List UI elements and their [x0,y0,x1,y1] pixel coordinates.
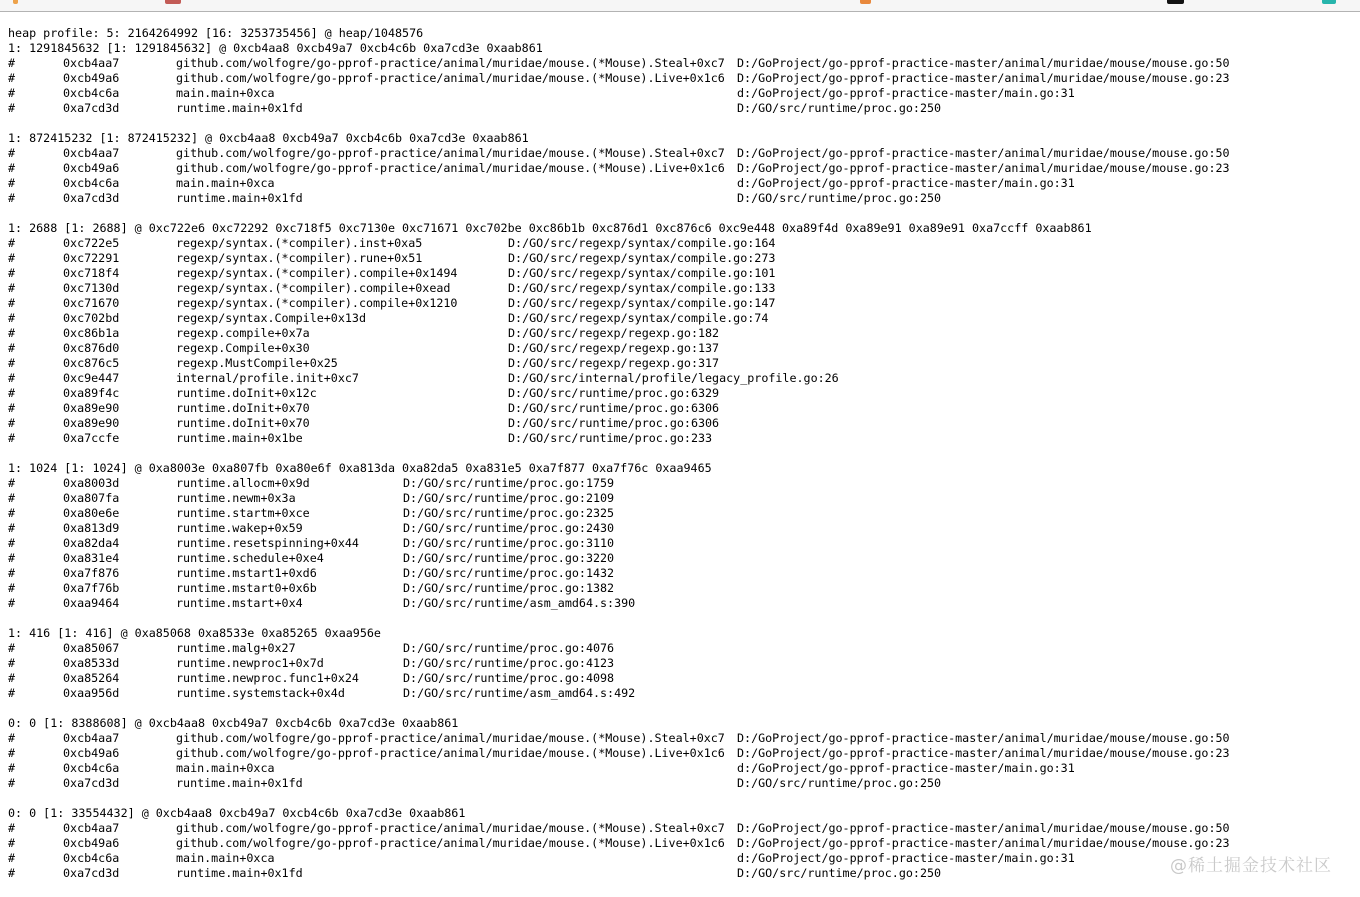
stack-frame-line [0,506,1360,521]
stack-frame-line [0,341,1360,356]
blank-line [0,611,1360,626]
stack-frame-line [0,431,1360,446]
frame-hash: # [8,326,16,340]
stack-frame-line [0,596,1360,611]
frame-address: 0xcb49a6 [63,71,120,85]
profile-block-header: 0: 0 [1: 8388608] @ 0xcb4aa8 0xcb49a7 0xcb4c6b 0xa7cd3e 0xaab861 [8,716,459,730]
frame-function: runtime.resetspinning+0x44 [176,536,359,550]
frame-source-file: D:/GO/src/regexp/syntax/compile.go:273 [508,251,776,265]
frame-function: runtime.mstart0+0x6b [176,581,317,595]
frame-address: 0xa807fa [63,491,120,505]
frame-address: 0xcb4aa7 [63,146,120,160]
frame-hash: # [8,851,16,865]
frame-function: runtime.wakep+0x59 [176,521,303,535]
frame-address: 0xcb49a6 [63,836,120,850]
frame-hash: # [8,671,16,685]
red-icon-fragment [165,0,181,4]
frame-source-file: D:/GoProject/go-pprof-practice-master/animal/muridae/mouse/mouse.go:23 [737,746,1230,760]
frame-source-file: D:/GO/src/runtime/proc.go:2325 [403,506,615,520]
frame-source-file: D:/GO/src/runtime/proc.go:250 [737,101,942,115]
frame-function: runtime.schedule+0xe4 [176,551,324,565]
frame-source-file: D:/GoProject/go-pprof-practice-master/animal/muridae/mouse/mouse.go:50 [737,56,1230,70]
frame-source-file: D:/GO/src/runtime/proc.go:1759 [403,476,615,490]
frame-function: regexp/syntax.(*compiler).compile+0xead [176,281,451,295]
frame-source-file: D:/GO/src/runtime/proc.go:1382 [403,581,615,595]
frame-function: github.com/wolfogre/go-pprof-practice/animal/muridae/mouse.(*Mouse).Steal+0xc7 [176,731,725,745]
stack-frame-line [0,416,1360,431]
frame-source-file: D:/GoProject/go-pprof-practice-master/animal/muridae/mouse/mouse.go:50 [737,731,1230,745]
frame-function: github.com/wolfogre/go-pprof-practice/animal/muridae/mouse.(*Mouse).Live+0x1c6 [176,161,725,175]
frame-address: 0xc86b1a [63,326,120,340]
stack-frame-line [0,776,1360,791]
frame-source-file: D:/GO/src/regexp/syntax/compile.go:101 [508,266,776,280]
frame-hash: # [8,146,16,160]
teal-icon-fragment [1322,0,1336,4]
frame-function: regexp.MustCompile+0x25 [176,356,338,370]
stack-frame-line [0,146,1360,161]
frame-hash: # [8,641,16,655]
stack-frame-line [0,356,1360,371]
frame-source-file: D:/GoProject/go-pprof-practice-master/animal/muridae/mouse/mouse.go:50 [737,146,1230,160]
stack-frame-line [0,311,1360,326]
frame-address: 0xcb49a6 [63,746,120,760]
frame-hash: # [8,371,16,385]
frame-hash: # [8,836,16,850]
stack-frame-line [0,491,1360,506]
frame-source-file: D:/GO/src/runtime/proc.go:233 [508,431,713,445]
frame-function: runtime.startm+0xce [176,506,310,520]
frame-source-file: D:/GO/src/regexp/syntax/compile.go:74 [508,311,769,325]
frame-source-file: D:/GO/src/regexp/regexp.go:317 [508,356,720,370]
frame-address: 0xc876d0 [63,341,120,355]
stack-frame-line [0,581,1360,596]
frame-function: runtime.main+0x1fd [176,101,303,115]
stack-frame-line [0,836,1360,851]
frame-function: regexp.Compile+0x30 [176,341,310,355]
stack-frame-line [0,731,1360,746]
frame-address: 0xa7cd3d [63,866,120,880]
frame-hash: # [8,161,16,175]
frame-address: 0xa8003d [63,476,120,490]
frame-hash: # [8,266,16,280]
frame-source-file: D:/GoProject/go-pprof-practice-master/animal/muridae/mouse/mouse.go:23 [737,71,1230,85]
frame-address: 0xa8533d [63,656,120,670]
frame-hash: # [8,731,16,745]
frame-hash: # [8,581,16,595]
stack-frame-line [0,191,1360,206]
frame-address: 0xa89e90 [63,416,120,430]
frame-address: 0xa7f76b [63,581,120,595]
profile-title-line: heap profile: 5: 2164264992 [16: 3253735456] @ heap/1048576 [8,26,424,40]
frame-hash: # [8,686,16,700]
frame-source-file: D:/GO/src/runtime/proc.go:250 [737,866,942,880]
frame-hash: # [8,101,16,115]
frame-hash: # [8,176,16,190]
frame-address: 0xa813d9 [63,521,120,535]
frame-hash: # [8,746,16,760]
stack-frame-line [0,176,1360,191]
frame-hash: # [8,416,16,430]
frame-hash: # [8,251,16,265]
frame-hash: # [8,491,16,505]
stack-frame-line [0,566,1360,581]
frame-hash: # [8,596,16,610]
frame-function: main.main+0xca [176,86,275,100]
frame-hash: # [8,191,16,205]
frame-address: 0xcb4c6a [63,761,120,775]
stack-frame-line [0,371,1360,386]
frame-address: 0xa82da4 [63,536,120,550]
stack-frame-line [0,746,1360,761]
frame-source-file: d:/GoProject/go-pprof-practice-master/main.go:31 [737,86,1075,100]
stack-frame-line [0,866,1360,881]
frame-address: 0xa80e6e [63,506,120,520]
frame-address: 0xc876c5 [63,356,120,370]
frame-function: regexp/syntax.Compile+0x13d [176,311,366,325]
frame-address: 0xcb4c6a [63,851,120,865]
frame-source-file: D:/GO/src/runtime/proc.go:6306 [508,416,720,430]
frame-hash: # [8,356,16,370]
stack-frame-line [0,386,1360,401]
stack-frame-line [0,326,1360,341]
frame-source-file: D:/GO/src/regexp/syntax/compile.go:133 [508,281,776,295]
blank-line [0,791,1360,806]
frame-hash: # [8,776,16,790]
frame-source-file: d:/GoProject/go-pprof-practice-master/main.go:31 [737,851,1075,865]
stack-frame-line [0,656,1360,671]
frame-address: 0xa85067 [63,641,120,655]
frame-hash: # [8,506,16,520]
stack-frame-line [0,671,1360,686]
frame-source-file: D:/GO/src/regexp/syntax/compile.go:147 [508,296,776,310]
stack-frame-line [0,56,1360,71]
frame-address: 0xaa9464 [63,596,120,610]
profile-block-header: 1: 1024 [1: 1024] @ 0xa8003e 0xa807fb 0xa80e6f 0xa813da 0xa82da5 0xa831e5 0xa7f877 0xa7f76c 0xaa9465 [8,461,712,475]
frame-address: 0xcb49a6 [63,161,120,175]
frame-source-file: D:/GO/src/internal/profile/legacy_profile.go:26 [508,371,839,385]
orange-icon-fragment [13,0,18,4]
stack-frame-line [0,281,1360,296]
frame-function: github.com/wolfogre/go-pprof-practice/animal/muridae/mouse.(*Mouse).Live+0x1c6 [176,71,725,85]
stack-frame-line [0,101,1360,116]
frame-function: main.main+0xca [176,851,275,865]
browser-chrome-edge [0,0,1360,12]
frame-address: 0xa7cd3d [63,101,120,115]
black-icon-fragment [1167,0,1184,4]
frame-hash: # [8,566,16,580]
frame-function: regexp.compile+0x7a [176,326,310,340]
stack-frame-line [0,551,1360,566]
frame-hash: # [8,281,16,295]
frame-hash: # [8,341,16,355]
frame-hash: # [8,866,16,880]
frame-hash: # [8,386,16,400]
frame-source-file: d:/GoProject/go-pprof-practice-master/main.go:31 [737,176,1075,190]
frame-source-file: D:/GO/src/runtime/proc.go:4123 [403,656,615,670]
frame-hash: # [8,56,16,70]
frame-address: 0xcb4aa7 [63,821,120,835]
profile-block-header: 1: 2688 [1: 2688] @ 0xc722e6 0xc72292 0xc718f5 0xc7130e 0xc71671 0xc702be 0xc86b1b 0xc876d1 0xc876c6 0xc9e448 0xa89f4d 0xa89e91 0xa89e91 0xa7ccff 0xaab861 [8,221,1092,235]
stack-frame-line [0,266,1360,281]
frame-source-file: D:/GO/src/runtime/proc.go:4076 [403,641,615,655]
frame-address: 0xc7130d [63,281,120,295]
frame-hash: # [8,296,16,310]
frame-function: runtime.main+0x1fd [176,866,303,880]
frame-hash: # [8,656,16,670]
frame-source-file: D:/GO/src/regexp/regexp.go:137 [508,341,720,355]
frame-source-file: D:/GO/src/runtime/proc.go:1432 [403,566,615,580]
profile-block-header: 1: 416 [1: 416] @ 0xa85068 0xa8533e 0xa85265 0xaa956e [8,626,381,640]
frame-function: regexp/syntax.(*compiler).rune+0x51 [176,251,423,265]
frame-function: internal/profile.init+0xc7 [176,371,359,385]
frame-function: regexp/syntax.(*compiler).compile+0x1494 [176,266,458,280]
frame-hash: # [8,311,16,325]
frame-function: runtime.doInit+0x12c [176,386,317,400]
frame-hash: # [8,536,16,550]
frame-address: 0xcb4c6a [63,176,120,190]
frame-function: runtime.allocm+0x9d [176,476,310,490]
frame-source-file: D:/GO/src/runtime/asm_amd64.s:390 [403,596,636,610]
frame-hash: # [8,821,16,835]
frame-function: regexp/syntax.(*compiler).compile+0x1210 [176,296,458,310]
frame-function: runtime.newm+0x3a [176,491,296,505]
frame-function: runtime.main+0x1be [176,431,303,445]
frame-source-file: D:/GO/src/runtime/proc.go:250 [737,776,942,790]
frame-address: 0xcb4c6a [63,86,120,100]
frame-hash: # [8,71,16,85]
frame-hash: # [8,431,16,445]
blank-line [0,701,1360,716]
frame-source-file: D:/GoProject/go-pprof-practice-master/animal/muridae/mouse/mouse.go:50 [737,821,1230,835]
frame-hash: # [8,761,16,775]
profile-block-header: 1: 872415232 [1: 872415232] @ 0xcb4aa8 0xcb49a7 0xcb4c6b 0xa7cd3e 0xaab861 [8,131,529,145]
stack-frame-line [0,236,1360,251]
blank-line [0,116,1360,131]
frame-source-file: D:/GO/src/runtime/proc.go:4098 [403,671,615,685]
stack-frame-line [0,71,1360,86]
stack-frame-line [0,851,1360,866]
frame-hash: # [8,521,16,535]
frame-address: 0xa7cd3d [63,191,120,205]
frame-function: main.main+0xca [176,176,275,190]
frame-source-file: D:/GO/src/runtime/proc.go:2430 [403,521,615,535]
frame-function: github.com/wolfogre/go-pprof-practice/animal/muridae/mouse.(*Mouse).Steal+0xc7 [176,56,725,70]
frame-address: 0xcb4aa7 [63,56,120,70]
frame-source-file: D:/GO/src/runtime/proc.go:3110 [403,536,615,550]
frame-function: runtime.mstart1+0xd6 [176,566,317,580]
blank-line [0,446,1360,461]
frame-source-file: D:/GoProject/go-pprof-practice-master/animal/muridae/mouse/mouse.go:23 [737,836,1230,850]
frame-source-file: D:/GO/src/runtime/proc.go:3220 [403,551,615,565]
frame-function: runtime.newproc.func1+0x24 [176,671,359,685]
stack-frame-line [0,476,1360,491]
stack-frame-line [0,536,1360,551]
frame-address: 0xc71670 [63,296,120,310]
juejin-watermark: @稀土掘金技术社区 [1170,856,1332,876]
frame-function: regexp/syntax.(*compiler).inst+0xa5 [176,236,423,250]
frame-address: 0xa85264 [63,671,120,685]
frame-address: 0xa89f4c [63,386,120,400]
stack-frame-line [0,761,1360,776]
frame-source-file: D:/GO/src/runtime/proc.go:250 [737,191,942,205]
frame-hash: # [8,236,16,250]
frame-function: github.com/wolfogre/go-pprof-practice/animal/muridae/mouse.(*Mouse).Steal+0xc7 [176,146,725,160]
frame-hash: # [8,401,16,415]
frame-address: 0xcb4aa7 [63,731,120,745]
frame-source-file: D:/GO/src/regexp/regexp.go:182 [508,326,720,340]
frame-address: 0xc702bd [63,311,120,325]
stack-frame-line [0,521,1360,536]
frame-function: github.com/wolfogre/go-pprof-practice/animal/muridae/mouse.(*Mouse).Steal+0xc7 [176,821,725,835]
frame-source-file: D:/GO/src/runtime/asm_amd64.s:492 [403,686,636,700]
stack-frame-line [0,821,1360,836]
frame-function: main.main+0xca [176,761,275,775]
frame-address: 0xc9e447 [63,371,120,385]
frame-function: runtime.mstart+0x4 [176,596,303,610]
frame-source-file: D:/GO/src/runtime/proc.go:6329 [508,386,720,400]
frame-hash: # [8,551,16,565]
frame-address: 0xa89e90 [63,401,120,415]
frame-function: runtime.doInit+0x70 [176,416,310,430]
profile-block-header: 0: 0 [1: 33554432] @ 0xcb4aa8 0xcb49a7 0xcb4c6b 0xa7cd3e 0xaab861 [8,806,466,820]
frame-function: runtime.newproc1+0x7d [176,656,324,670]
frame-source-file: D:/GO/src/runtime/proc.go:6306 [508,401,720,415]
frame-address: 0xa7f876 [63,566,120,580]
frame-address: 0xa831e4 [63,551,120,565]
stack-frame-line [0,296,1360,311]
orange-icon-fragment-2 [860,0,871,4]
stack-frame-line [0,401,1360,416]
frame-address: 0xaa956d [63,686,120,700]
frame-source-file: D:/GO/src/runtime/proc.go:2109 [403,491,615,505]
stack-frame-line [0,86,1360,101]
frame-hash: # [8,476,16,490]
frame-function: github.com/wolfogre/go-pprof-practice/animal/muridae/mouse.(*Mouse).Live+0x1c6 [176,746,725,760]
frame-source-file: d:/GoProject/go-pprof-practice-master/main.go:31 [737,761,1075,775]
frame-function: runtime.main+0x1fd [176,776,303,790]
frame-function: runtime.doInit+0x70 [176,401,310,415]
blank-line [0,206,1360,221]
frame-address: 0xa7ccfe [63,431,120,445]
frame-address: 0xc718f4 [63,266,120,280]
stack-frame-line [0,641,1360,656]
frame-address: 0xc72291 [63,251,120,265]
frame-address: 0xa7cd3d [63,776,120,790]
stack-frame-line [0,161,1360,176]
frame-function: runtime.systemstack+0x4d [176,686,345,700]
frame-source-file: D:/GO/src/regexp/syntax/compile.go:164 [508,236,776,250]
profile-block-header: 1: 1291845632 [1: 1291845632] @ 0xcb4aa8 0xcb49a7 0xcb4c6b 0xa7cd3e 0xaab861 [8,41,543,55]
frame-address: 0xc722e5 [63,236,120,250]
stack-frame-line [0,251,1360,266]
frame-function: github.com/wolfogre/go-pprof-practice/animal/muridae/mouse.(*Mouse).Live+0x1c6 [176,836,725,850]
frame-function: runtime.main+0x1fd [176,191,303,205]
frame-hash: # [8,86,16,100]
heap-profile-text [0,12,1360,881]
stack-frame-line [0,686,1360,701]
frame-function: runtime.malg+0x27 [176,641,296,655]
frame-source-file: D:/GoProject/go-pprof-practice-master/animal/muridae/mouse/mouse.go:23 [737,161,1230,175]
